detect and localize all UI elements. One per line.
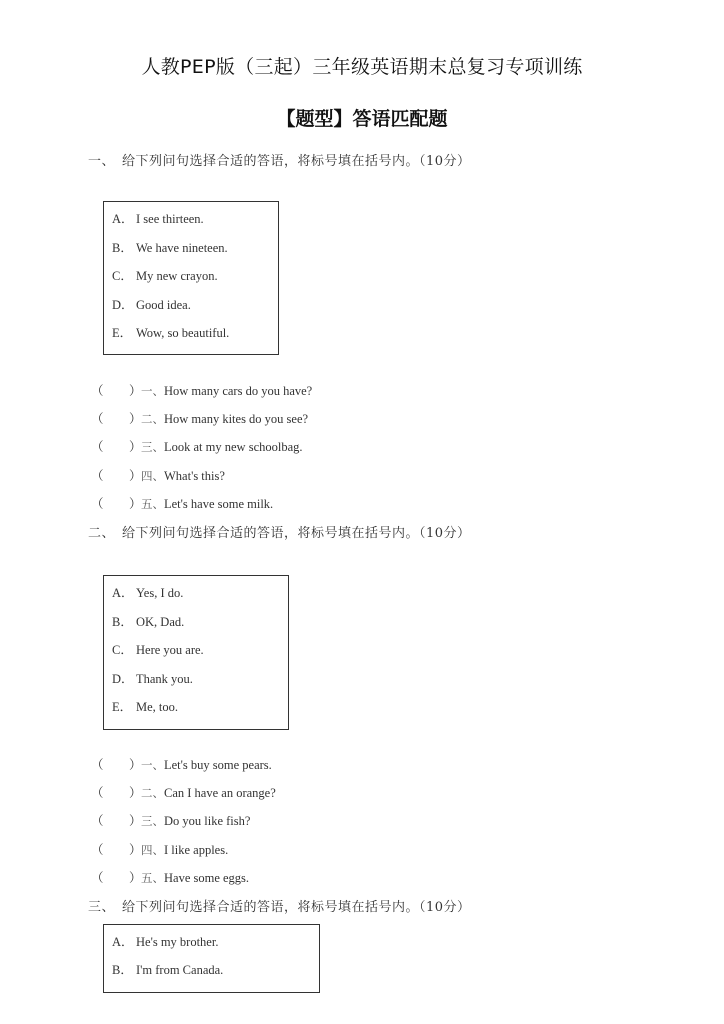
option-letter: B． bbox=[112, 963, 133, 977]
section-3-options-box bbox=[103, 924, 320, 993]
question-row[interactable] bbox=[91, 437, 303, 455]
question-index: 四、 bbox=[141, 843, 164, 857]
document-title: 人教PEP版（三起）三年级英语期末总复习专项训练 bbox=[141, 56, 583, 78]
question-index: 三、 bbox=[141, 440, 164, 454]
option-e bbox=[112, 697, 178, 715]
option-a bbox=[112, 209, 204, 227]
question-row[interactable] bbox=[91, 755, 272, 773]
question-row[interactable] bbox=[91, 840, 228, 858]
option-text: We have nineteen. bbox=[136, 241, 228, 255]
question-text: Have some eggs. bbox=[164, 871, 250, 885]
question-text: How many cars do you have? bbox=[164, 384, 313, 398]
answer-blank-open[interactable]: （ bbox=[91, 871, 104, 885]
answer-blank-close: ） bbox=[129, 497, 142, 511]
option-letter: A． bbox=[112, 935, 134, 949]
option-text: Wow, so beautiful. bbox=[136, 326, 230, 340]
question-row[interactable] bbox=[91, 811, 250, 829]
question-index: 四、 bbox=[141, 469, 164, 483]
option-letter: C． bbox=[112, 269, 133, 283]
document-subtitle: 【题型】答语匹配题 bbox=[276, 108, 448, 130]
answer-blank-open[interactable]: （ bbox=[91, 497, 104, 511]
option-text: OK, Dad. bbox=[136, 615, 185, 629]
section-1-options-box bbox=[103, 201, 279, 355]
question-text: Can I have an orange? bbox=[164, 786, 276, 800]
section-3-heading bbox=[88, 896, 471, 915]
answer-blank-open[interactable]: （ bbox=[91, 786, 104, 800]
option-text: My new crayon. bbox=[136, 269, 218, 283]
section-number: 一、 bbox=[88, 154, 116, 169]
option-text: He's my brother. bbox=[136, 935, 219, 949]
question-text: Look at my new schoolbag. bbox=[164, 440, 303, 454]
option-letter: A． bbox=[112, 586, 134, 600]
section-instruction: 给下列问句选择合适的答语，将标号填在括号内。（10分） bbox=[122, 154, 471, 169]
question-text: Do you like fish? bbox=[164, 814, 251, 828]
answer-blank-close: ） bbox=[129, 814, 142, 828]
answer-blank-open[interactable]: （ bbox=[91, 814, 104, 828]
section-1-heading bbox=[88, 150, 471, 169]
option-text: Me, too. bbox=[136, 700, 179, 714]
answer-blank-close: ） bbox=[129, 843, 142, 857]
option-text: Good idea. bbox=[136, 298, 191, 312]
answer-blank-open[interactable]: （ bbox=[91, 758, 104, 772]
question-index: 三、 bbox=[141, 814, 164, 828]
question-row[interactable] bbox=[91, 868, 249, 886]
option-d bbox=[112, 669, 193, 687]
question-row[interactable] bbox=[91, 494, 273, 512]
answer-blank-open[interactable]: （ bbox=[91, 843, 104, 857]
section-number: 三、 bbox=[88, 900, 116, 915]
option-a bbox=[112, 932, 218, 950]
option-b bbox=[112, 612, 184, 630]
option-letter: A． bbox=[112, 212, 134, 226]
option-b bbox=[112, 960, 223, 978]
answer-blank-close: ） bbox=[129, 440, 142, 454]
answer-blank-open[interactable]: （ bbox=[91, 384, 104, 398]
option-text: Here you are. bbox=[136, 643, 204, 657]
question-index: 五、 bbox=[141, 497, 164, 511]
question-index: 二、 bbox=[141, 786, 164, 800]
answer-blank-open[interactable]: （ bbox=[91, 440, 104, 454]
option-e bbox=[112, 323, 229, 341]
option-d bbox=[112, 295, 191, 313]
question-text: Let's have some milk. bbox=[164, 497, 274, 511]
question-row[interactable] bbox=[91, 381, 312, 399]
option-letter: B． bbox=[112, 241, 133, 255]
option-letter: D． bbox=[112, 298, 134, 312]
option-letter: C． bbox=[112, 643, 133, 657]
option-c bbox=[112, 640, 204, 658]
option-text: Thank you. bbox=[136, 672, 193, 686]
option-text: I see thirteen. bbox=[136, 212, 204, 226]
option-text: Yes, I do. bbox=[136, 586, 184, 600]
answer-blank-close: ） bbox=[129, 758, 142, 772]
section-2-options-box bbox=[103, 575, 289, 730]
answer-blank-open[interactable]: （ bbox=[91, 469, 104, 483]
answer-blank-open[interactable]: （ bbox=[91, 412, 104, 426]
option-text: I'm from Canada. bbox=[136, 963, 224, 977]
option-letter: E． bbox=[112, 326, 133, 340]
question-index: 一、 bbox=[141, 384, 164, 398]
question-text: How many kites do you see? bbox=[164, 412, 309, 426]
question-text: Let's buy some pears. bbox=[164, 758, 272, 772]
section-instruction: 给下列问句选择合适的答语，将标号填在括号内。（10分） bbox=[122, 526, 471, 541]
option-a bbox=[112, 583, 183, 601]
option-b bbox=[112, 238, 228, 256]
answer-blank-close: ） bbox=[129, 384, 142, 398]
option-letter: E． bbox=[112, 700, 133, 714]
answer-blank-close: ） bbox=[129, 786, 142, 800]
question-row[interactable] bbox=[91, 783, 276, 801]
question-index: 二、 bbox=[141, 412, 164, 426]
section-2-heading bbox=[88, 522, 471, 541]
answer-blank-close: ） bbox=[129, 469, 142, 483]
question-row[interactable] bbox=[91, 409, 308, 427]
answer-blank-close: ） bbox=[129, 871, 142, 885]
question-row[interactable] bbox=[91, 466, 225, 484]
question-index: 五、 bbox=[141, 871, 164, 885]
question-text: What's this? bbox=[164, 469, 225, 483]
option-letter: D． bbox=[112, 672, 134, 686]
question-index: 一、 bbox=[141, 758, 164, 772]
answer-blank-close: ） bbox=[129, 412, 142, 426]
section-instruction: 给下列问句选择合适的答语，将标号填在括号内。（10分） bbox=[122, 900, 471, 915]
option-letter: B． bbox=[112, 615, 133, 629]
question-text: I like apples. bbox=[164, 843, 229, 857]
section-number: 二、 bbox=[88, 526, 116, 541]
option-c bbox=[112, 266, 218, 284]
